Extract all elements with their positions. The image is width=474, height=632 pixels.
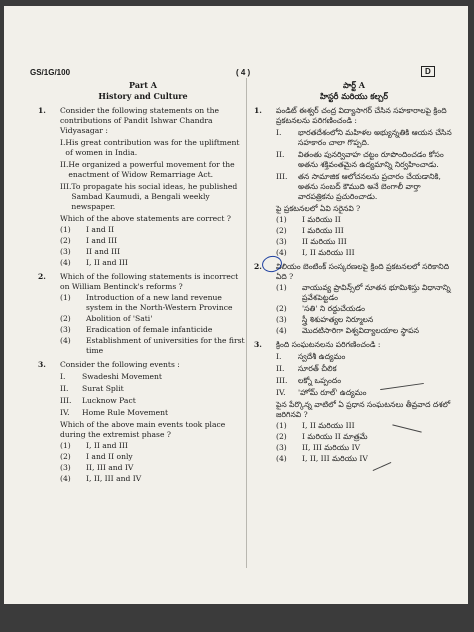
question-text: Consider the following events : [60,360,180,369]
answer-option: (3) II, III మరియు IV [276,443,361,452]
statement: IV. Home Rule Movement [60,408,169,417]
answer-option: (2) 'సతి' ని రద్దుచేయడం [276,304,365,313]
answer-option: (4) I, II and III [60,258,128,267]
question-text: విలియం బెంటింక్ సంస్కరణలపై క్రింది ప్రకటనలలో సరికానిది ఏది ? [276,262,450,281]
answer-option: (2) I మరియు II మాత్రమే [276,432,368,441]
answer-option: (3) II మరియు III [276,237,347,246]
answer-option: (1) I మరియు II [276,215,341,224]
answer-option: (1) I, II and III [60,441,128,450]
page-number: ( 4 ) [236,68,251,77]
statement: III. To propagate his social ideas, he published Sambad Kaumudi, a Bengali weekly newspaper. [60,182,238,211]
question-number: 1. [38,106,46,115]
answer-option: (4) Establishment of universities for the first time [60,336,245,355]
statement: II. సూరత్ చీలిక [276,364,337,373]
question-text: Consider the following statements on the contributions of Pandit Ishwar Chandra Vidyasagar : [60,106,220,135]
set-letter-box: D [421,66,435,77]
statement: II. వితంతు పునర్వివాహ చట్టం రూపొందించడం కోసం అతను శక్తివంతమైన ఉద్యమాన్ని నిర్వహించాడు. [276,150,444,169]
question-number: 3. [254,340,262,349]
question-2 [254,262,454,336]
part-title: పార్ట్ A [343,80,365,90]
section-title: History and Culture [98,91,188,101]
question-3 [38,360,248,484]
statement: II. He organized a powerful movement for the enactment of Widow Remarriage Act. [60,160,235,179]
answer-option: (2) I and II only [60,452,133,461]
question-prompt: పై ప్రకటనలలో ఏవి సరైనవి ? [276,204,361,213]
question-number: 3. [38,360,46,369]
answer-option: (4) I, II, III మరియు IV [276,454,368,463]
answer-option: (1) వాయువ్య ప్రావిన్స్‌లో నూతన భూమిశిస్తు విధానాన్ని ప్రవేశపెట్టడం [276,283,451,302]
statement: I. స్వదేశీ ఉద్యమం [276,352,346,361]
statement: I. Swadeshi Movement [60,372,162,381]
answer-option: (1) I and II [60,225,115,234]
question-text: Which of the following statements is incorrect on William Bentinck's reforms ? [60,272,239,291]
answer-option: (2) I and III [60,236,118,245]
question-text: పండిట్ ఈశ్వర్ చంద్ర విద్యాసాగర్ చేసిన సహకారాలపై క్రింది ప్రకటనలను పరిగణించండి : [276,106,447,125]
question-prompt: పైన పేర్కొన్న వాటిలో ఏ ప్రధాన సంఘటనలు తీవ్రవాద దశలో జరిగినవి ? [276,400,451,419]
question-number: 1. [254,106,262,115]
statement: III. లక్నో ఒప్పందం [276,376,342,385]
answer-option: (4) I, II, III and IV [60,474,142,483]
question-2 [38,272,248,356]
question-prompt: Which of the above statements are correct ? [60,214,231,223]
statement: IV. 'హోమ్ రూల్' ఉద్యమం [276,388,367,397]
answer-option: (1) Introduction of a new land revenue system in the North-Western Province [60,293,233,312]
question-prompt: Which of the above main events took place during the extremist phase ? [60,420,226,439]
answer-option: (1) I, II మరియు III [276,421,355,430]
statement: III. తన సామాజిక ఆలోచనలను ప్రచారం చేయడానికి, అతను సంబద్ కౌముది అనే బెంగాలీ వార్తా వారపత్రికను ప్రచురించాడు. [276,172,441,201]
section-title: హిస్టరీ మరియు కల్చర్ [320,91,388,101]
statement: I. భారతదేశంలోని మహిళల అభ్యున్నతికి ఆయన చేసిన సహకారం చాలా గొప్పది. [276,128,452,147]
answer-option: (4) మొదటిసారిగా విశ్వవిద్యాలయాల స్థాపన [276,326,419,335]
paper-code: GS/1G/100 [30,68,71,77]
statement: III. Lucknow Pact [60,396,136,405]
answer-option: (4) I, II మరియు III [276,248,355,257]
answer-option: (3) స్త్రీ శిశుహత్యల నిర్మూలన [276,315,374,324]
question-text: క్రింది సంఘటనలను పరిగణించండి : [276,340,381,349]
statement: I. His great contribution was for the upliftment of women in India. [60,138,240,157]
question-1 [38,106,248,268]
english-column [38,80,248,484]
part-title: Part A [129,80,157,90]
question-number: 2. [38,272,46,281]
answer-option: (3) Eradication of female infanticide [60,325,213,334]
answer-option: (3) II and III [60,247,121,256]
answer-option: (2) Abolition of 'Sati' [60,314,153,323]
question-3 [254,340,454,464]
telugu-column [254,80,454,464]
question-number: 2. [254,262,262,271]
statement: II. Surat Split [60,384,124,393]
question-1 [254,106,454,258]
answer-option: (2) I మరియు III [276,226,344,235]
answer-option: (3) II, III and IV [60,463,134,472]
